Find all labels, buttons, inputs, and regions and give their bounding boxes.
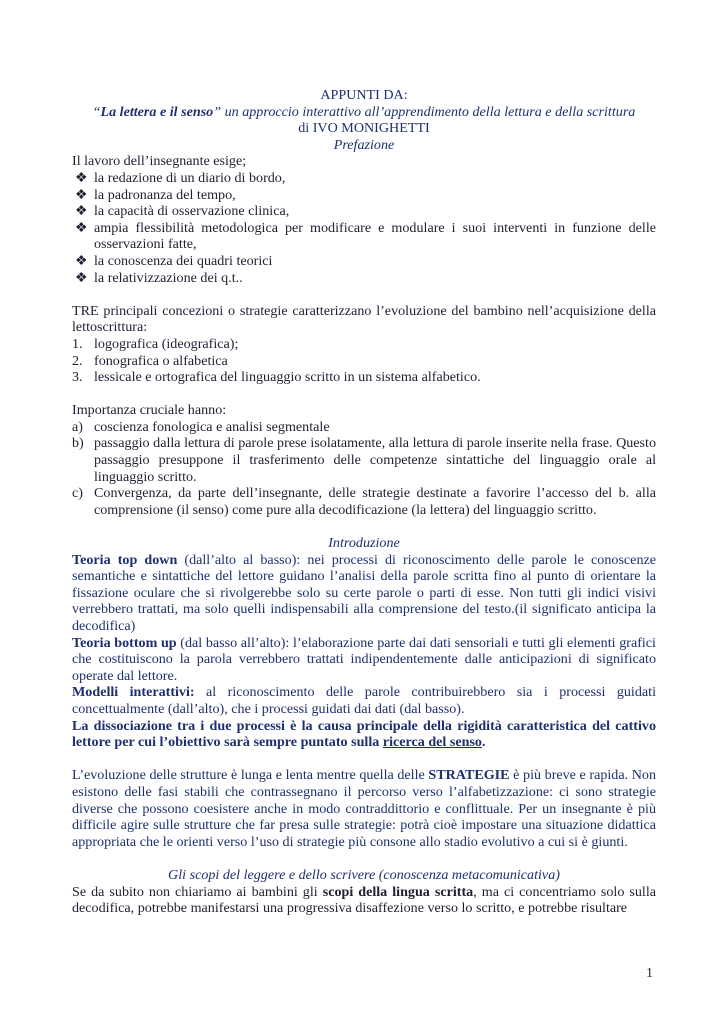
- list-item-text: Convergenza, da parte dell’insegnante, delle strategie destinate a favorire l’accesso del b. alla comprensione (il senso) come pure alla decodificazione (la lettera) del linguaggio scritto.: [94, 485, 656, 518]
- bottom-up-text: (dal basso all’alto): l’elaborazione parte dai dati sensoriali e tutti gli elementi grafici che costituiscono la parola verrebbero trattati indipendentemente dalle anticipazioni di significato operate dal lettore.: [72, 634, 656, 684]
- list-item: [72, 253, 656, 270]
- list-letter: c): [72, 485, 83, 502]
- list-letter: a): [72, 418, 83, 435]
- list-item: [72, 485, 656, 518]
- section-heading-introduzione: Introduzione: [328, 535, 400, 552]
- list-number: 3.: [72, 369, 83, 386]
- list-item: [72, 187, 656, 204]
- list-item-text: logografica (ideografica);: [94, 335, 239, 352]
- list-item-text: passaggio dalla lettura di parole prese isolatamente, alla lettura di parole inserite nella frase. Questo passaggio presuppone il trasferimento delle competenze sintattiche del linguaggio orale al linguaggio scritto.: [94, 435, 656, 485]
- list-item-text: la padronanza del tempo,: [94, 186, 236, 203]
- page-number: 1: [646, 966, 653, 981]
- evolution-paragraph: [72, 767, 656, 850]
- list-item-text: la capacità di osservazione clinica,: [94, 203, 290, 220]
- title-open-quote: “: [92, 103, 101, 120]
- scopi-text-1: Se da subito non chiariamo ai bambini gli: [72, 883, 323, 900]
- diamond-bullet-icon: ❖: [75, 203, 88, 220]
- list-item: [72, 419, 656, 436]
- list-item-text: la conoscenza dei quadri teorici: [94, 252, 273, 269]
- spacer: [72, 386, 656, 403]
- list-item-text: fonografica o alfabetica: [94, 352, 228, 369]
- title-subtitle: ” un approccio interattivo all’apprendimento della lettura e della scrittura: [213, 103, 636, 120]
- strategies-list: [72, 336, 656, 386]
- strategies-lead: TRE principali concezioni o strategie caratterizzano l’evoluzione del bambino nell’acquisizione della lettoscrittura:: [72, 302, 656, 336]
- list-item-text: ampia flessibilità metodologica per modificare e modulare i suoi interventi in funzione delle osservazioni fatte,: [94, 219, 656, 253]
- top-down-term: Teoria top down: [72, 551, 178, 568]
- dissociation-text: La dissociazione tra i due processi è la causa principale della rigidità caratteristica del cattivo lettore per cui l’obiettivo sarà sempre puntato sulla: [72, 717, 656, 751]
- list-item-text: la relativizzazione dei q.t..: [94, 269, 243, 286]
- dissociation-paragraph: [72, 718, 656, 751]
- spacer: [72, 751, 656, 768]
- list-item-text: la redazione di un diario di bordo,: [94, 169, 286, 186]
- importance-lead: Importanza cruciale hanno:: [72, 402, 227, 419]
- spacer: [72, 518, 656, 535]
- list-item-text: coscienza fonologica e analisi segmentale: [94, 418, 330, 435]
- evolution-text-2: è più breve e rapida. Non esistono delle fasi stabili che contrassegnano il percorso verso l’alfabetizzazione: ci sono strategie diverse che possono coesistere anche in modo contraddittorio e conflittuale. Per un insegnante è più difficile agire sulle strutture che far presa sulle strategie: potrà cioè impostare una situazione didattica appropriata che le orienti verso l’uso di strategie più consone allo stadio evolutivo a cui si è giunti.: [72, 767, 657, 850]
- diamond-bullet-icon: ❖: [75, 252, 88, 269]
- importance-list: [72, 419, 656, 519]
- dissociation-underlined: ricerca del senso: [382, 734, 482, 751]
- models-text: al riconoscimento delle parole contribuirebbero sia i processi guidati concettualmente (dall’alto), che i processi guidati dai dati (dal basso).: [72, 684, 656, 717]
- scopi-text-2: , ma ci concentriamo solo sulla decodifica, potrebbe manifestarsi una progressiva disaffezione verso lo scritto, e potrebbe risultare: [72, 883, 657, 917]
- diamond-bullet-icon: ❖: [75, 219, 88, 236]
- list-letter: b): [72, 435, 84, 452]
- evolution-strong: STRATEGIE: [428, 767, 510, 784]
- bottom-up-term: Teoria bottom up: [72, 634, 177, 651]
- scopi-paragraph: [72, 884, 656, 917]
- list-item: [72, 270, 656, 287]
- dissociation-end: .: [481, 734, 486, 751]
- models-term: Modelli interattivi:: [72, 684, 195, 701]
- section-heading-prefazione: Prefazione: [333, 136, 395, 153]
- list-number: 2.: [72, 352, 83, 369]
- list-item: [72, 435, 656, 485]
- diamond-bullet-icon: ❖: [75, 169, 88, 186]
- models-paragraph: [72, 684, 656, 717]
- author-line: di IVO MONIGHETTI: [298, 120, 430, 137]
- header-line: APPUNTI DA:: [320, 87, 408, 103]
- page-content: [72, 87, 656, 917]
- diamond-bullet-icon: ❖: [75, 269, 88, 286]
- list-number: 1.: [72, 335, 83, 352]
- scopi-strong: scopi della lingua scritta: [322, 883, 474, 900]
- top-down-text: (dall’alto al basso): nei processi di riconoscimento delle parole le conoscenze semantiche e sintattiche del lettore guidano l’analisi della parole scritta fino al punto di orientare la fissazione oculare che si rivolgerebbe solo su certe parole o parti di esse. Non tutti gli indici visivi verrebbero trattati, ma solo quelli indispensabili alla comprensione del testo.(il significato anticipa la decodifica): [72, 551, 656, 634]
- list-item: [72, 203, 656, 220]
- intro-lead: Il lavoro dell’insegnante esige;: [72, 153, 247, 170]
- spacer: [72, 850, 656, 867]
- list-item: [72, 220, 656, 253]
- list-item: [72, 369, 656, 386]
- list-item: [72, 336, 656, 353]
- diamond-bullet-icon: ❖: [75, 186, 88, 203]
- bottom-up-paragraph: [72, 635, 656, 685]
- list-item: [72, 170, 656, 187]
- list-item-text: lessicale e ortografica del linguaggio scritto in un sistema alfabetico.: [94, 369, 481, 386]
- evolution-text-1: L’evoluzione delle strutture è lunga e lenta mentre quella delle: [72, 767, 429, 784]
- list-item: [72, 353, 656, 370]
- section-heading-scopi: Gli scopi del leggere e dello scrivere (conoscenza metacomunicativa): [168, 866, 560, 883]
- book-title: [72, 104, 656, 121]
- title-name: La lettera e il senso: [100, 103, 214, 120]
- spacer: [72, 286, 656, 303]
- intro-bullet-list: [72, 170, 656, 286]
- top-down-paragraph: [72, 552, 656, 635]
